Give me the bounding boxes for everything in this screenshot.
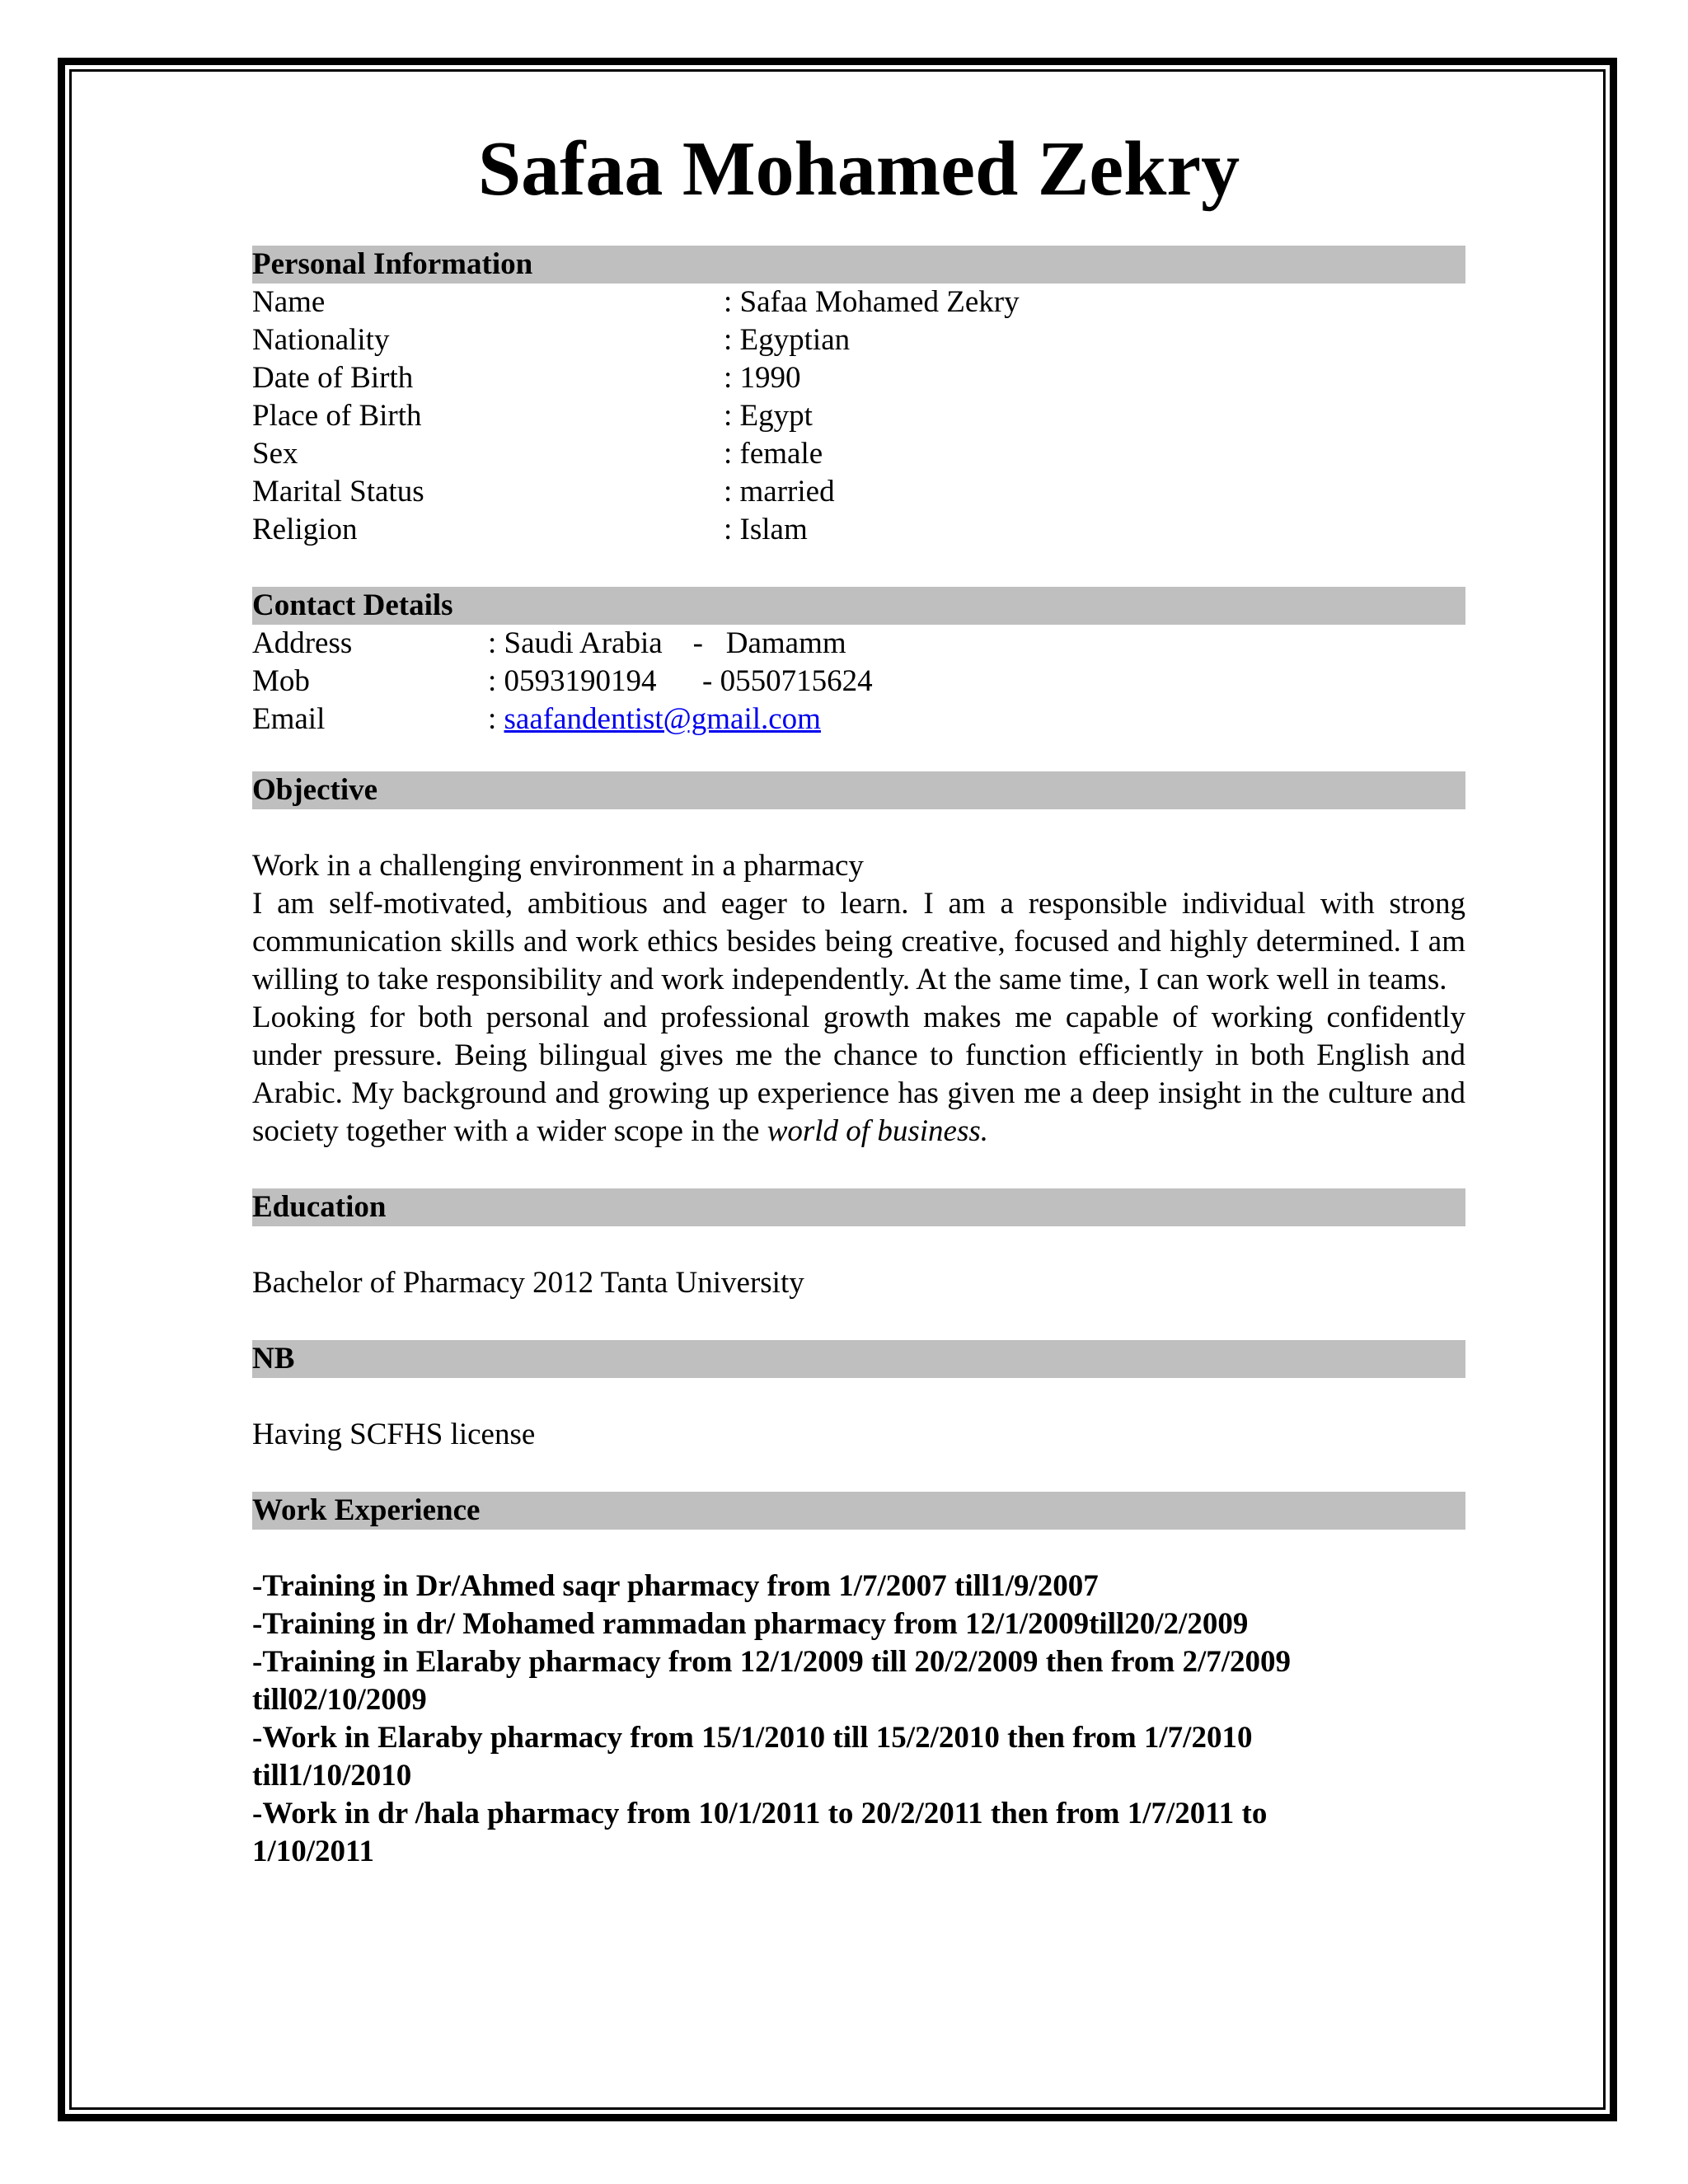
work-item: -Training in Elaraby pharmacy from 12/1/2009 till 20/2/2009 then from 2/7/2009 till02/10/2009 <box>252 1645 1292 1717</box>
personal-row-marital <box>252 473 1465 511</box>
contact-value: : Saudi Arabia - Damamm <box>488 626 846 660</box>
section-header-personal: Personal Information <box>252 246 1465 284</box>
personal-label: Place of Birth <box>252 399 422 433</box>
contact-label: Address <box>252 626 353 660</box>
contact-row-address <box>252 625 1465 663</box>
objective-paragraph-2-italic: world of business. <box>767 1114 988 1148</box>
contact-row-mob <box>252 663 1465 701</box>
section-header-work: Work Experience <box>252 1492 1465 1530</box>
personal-value: : married <box>724 475 835 509</box>
resume-content <box>252 124 1465 1871</box>
personal-value: : Egyptian <box>724 323 851 357</box>
personal-value: : 1990 <box>724 361 801 395</box>
objective-paragraph-2 <box>252 999 1465 1151</box>
education-text: Bachelor of Pharmacy 2012 Tanta University <box>252 1266 804 1300</box>
personal-row-nationality <box>252 321 1465 359</box>
section-header-education: Education <box>252 1188 1465 1226</box>
objective-paragraph-2-text: Looking for both personal and professional growth makes me capable of working confidently under pressure. Being bilingual gives me the chance to function efficiently in both English and Arabic. My background and growing up experience has given me a deep insight in the culture and society together with a wider scope in the <box>252 1001 1465 1148</box>
email-link[interactable]: saafandentist@gmail.com <box>504 702 821 736</box>
personal-label: Marital Status <box>252 475 424 509</box>
contact-label: Email <box>252 702 326 736</box>
contact-value: : 0593190194 - 0550715624 <box>488 664 873 698</box>
section-header-contact: Contact Details <box>252 587 1465 625</box>
objective-paragraph-1: I am self-motivated, ambitious and eager to learn. I am a responsible individual with strong communication skills and work ethics besides being creative, focused and highly determined. I am willing to take responsibility and work independently. At the same time, I can work well in teams. <box>252 887 1465 996</box>
personal-value: : female <box>724 437 823 471</box>
work-item: -Work in dr /hala pharmacy from 10/1/2011 to 20/2/2011 then from 1/7/2011 to 1/10/2011 <box>252 1797 1268 1868</box>
personal-row-pob <box>252 397 1465 435</box>
work-item: -Training in dr/ Mohamed rammadan pharmacy from 12/1/2009till20/2/2009 <box>252 1607 1249 1641</box>
personal-label: Name <box>252 285 326 319</box>
email-colon: : <box>488 702 504 736</box>
personal-label: Sex <box>252 437 298 471</box>
work-item: -Training in Dr/Ahmed saqr pharmacy from 1/7/2007 till1/9/2007 <box>252 1569 1099 1603</box>
section-header-nb: NB <box>252 1340 1465 1378</box>
nb-text: Having SCFHS license <box>252 1418 536 1451</box>
personal-value: : Egypt <box>724 399 813 433</box>
personal-label: Religion <box>252 513 358 546</box>
section-header-objective: Objective <box>252 771 1465 809</box>
contact-row-email <box>252 701 1465 738</box>
resume-title: Safaa Mohamed Zekry <box>477 126 1240 212</box>
personal-value: : Islam <box>724 513 808 546</box>
contact-email-wrap <box>488 701 821 738</box>
personal-label: Nationality <box>252 323 390 357</box>
personal-row-dob <box>252 359 1465 397</box>
personal-row-sex <box>252 435 1465 473</box>
personal-row-name <box>252 284 1465 321</box>
personal-label: Date of Birth <box>252 361 414 395</box>
personal-value: : Safaa Mohamed Zekry <box>724 285 1020 319</box>
objective-line: Work in a challenging environment in a pharmacy <box>252 849 864 883</box>
personal-row-religion <box>252 511 1465 549</box>
contact-label: Mob <box>252 664 310 698</box>
work-item: -Work in Elaraby pharmacy from 15/1/2010 till 15/2/2010 then from 1/7/2010 till1/10/2010 <box>252 1721 1253 1793</box>
